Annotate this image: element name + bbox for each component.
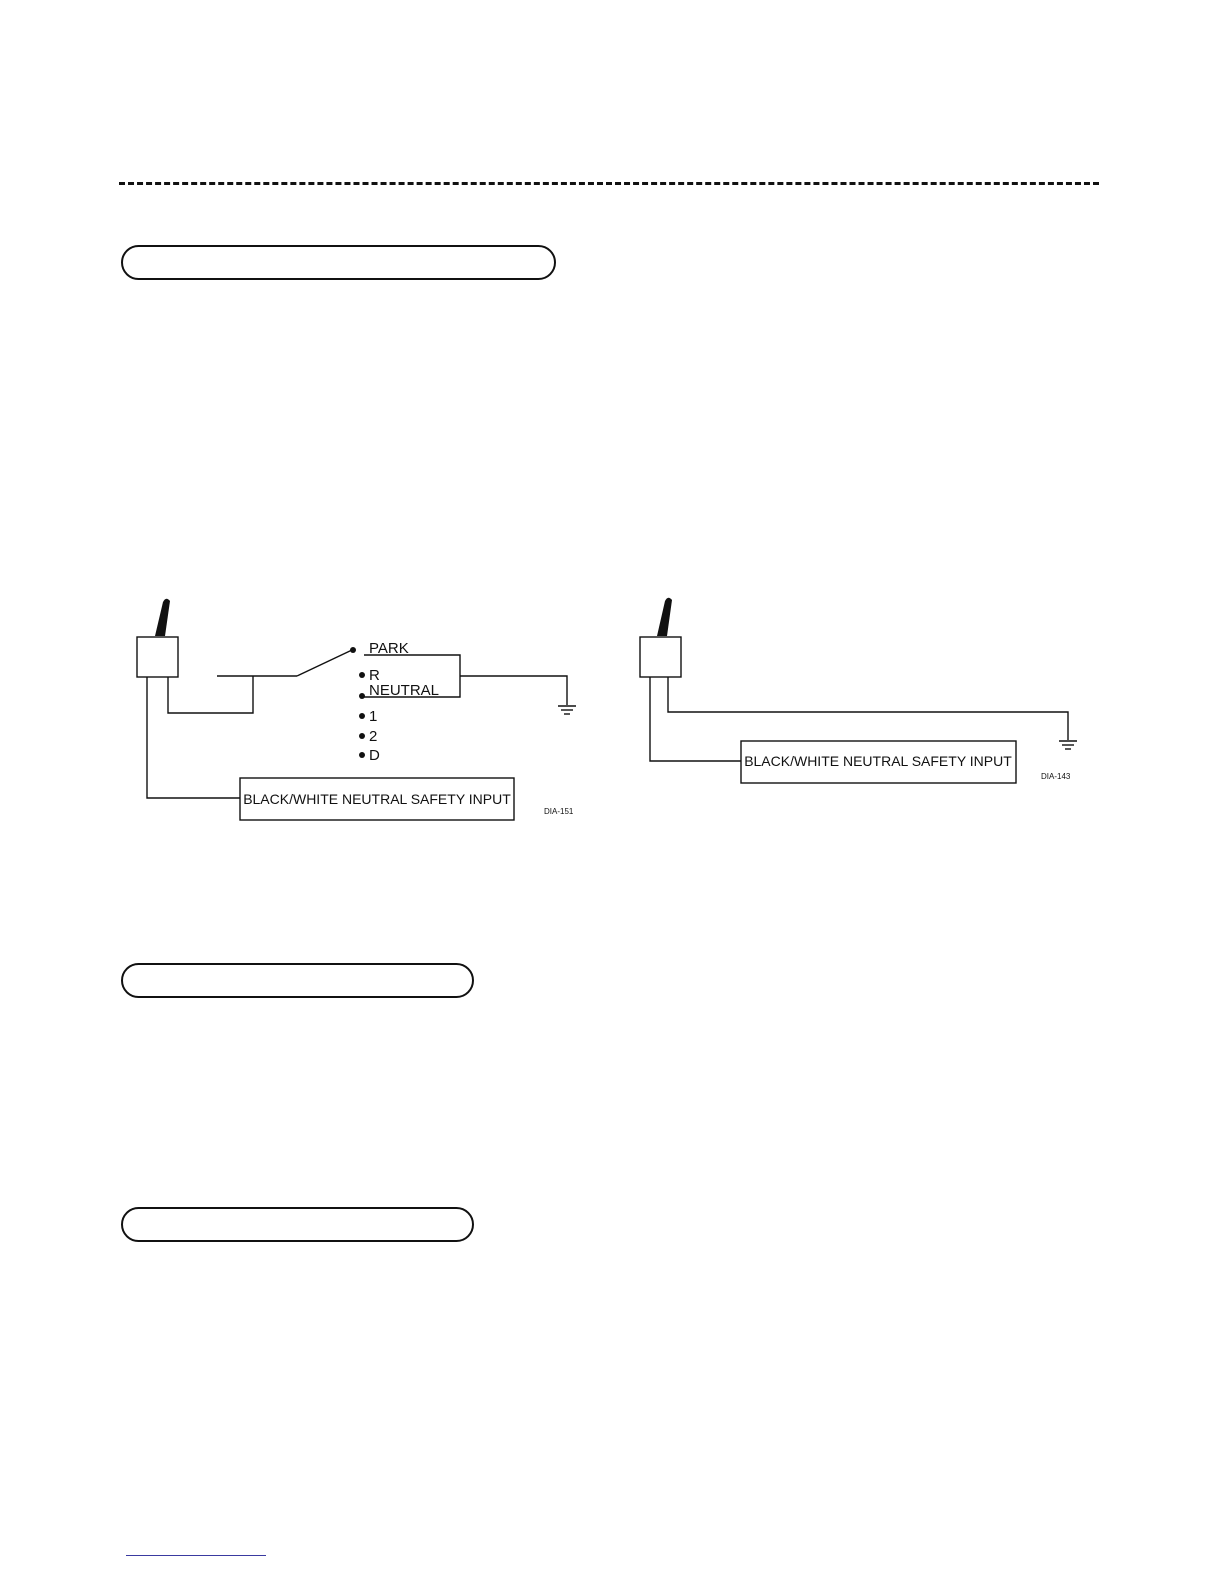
left-input-wire [147,677,240,798]
right-input-box-label: BLACK/WHITE NEUTRAL SAFETY INPUT [744,753,1012,769]
left-ground-wire [460,676,567,705]
gear-label-neutral: NEUTRAL [369,682,440,699]
gear-label-1: 1 [369,708,378,725]
left-toggle-switch-icon [137,599,178,677]
gear-label-park: PARK [369,640,409,657]
left-figure-code: DIA-151 [544,807,574,816]
gear-dot [359,713,365,719]
left-switch-output-wire [168,676,253,713]
gear-dot [359,693,365,699]
gear-dot [359,733,365,739]
right-ground-wire [668,677,1068,740]
left-ground-icon [558,706,576,714]
right-figure-code: DIA-143 [1041,772,1071,781]
gear-dot [359,672,365,678]
right-ground-icon [1059,741,1077,749]
left-input-box-label: BLACK/WHITE NEUTRAL SAFETY INPUT [243,791,511,807]
right-input-wire [650,677,741,761]
gear-label-reverse: R [369,667,380,684]
left-selector-arm [297,650,352,676]
footer-link-underline[interactable] [126,1555,266,1556]
gear-dot [359,752,365,758]
left-gear-dots [350,647,365,758]
right-toggle-switch-icon [640,598,681,677]
gear-dot [350,647,356,653]
gear-label-2: 2 [369,728,378,745]
gear-label-d: D [369,747,380,764]
left-wiring-diagram [137,599,576,820]
